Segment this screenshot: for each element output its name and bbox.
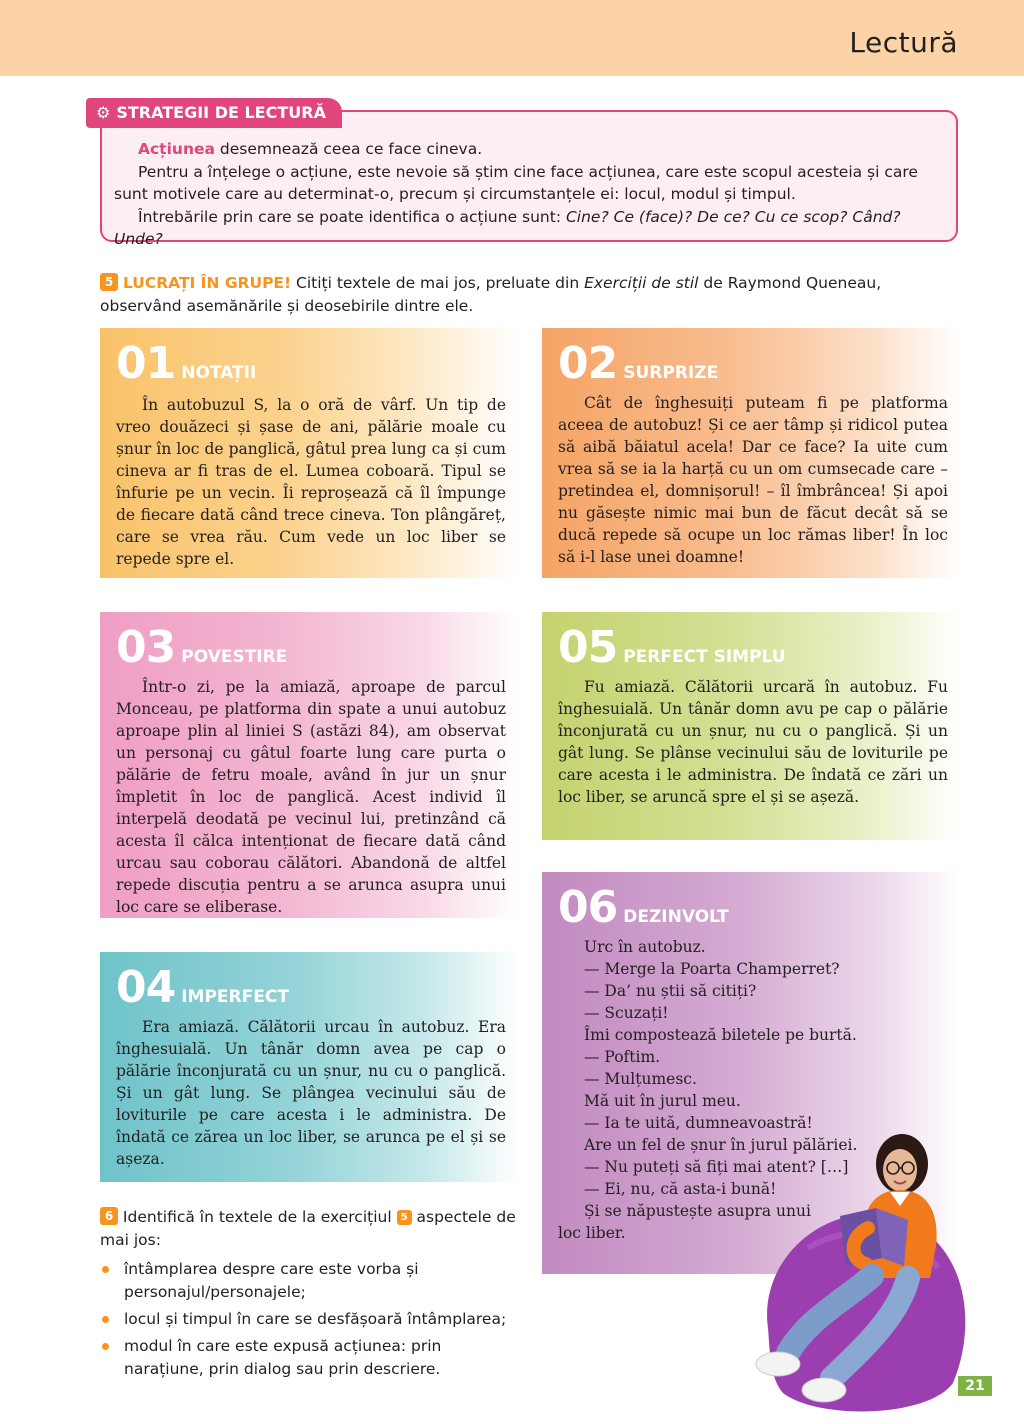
text-card-notatii bbox=[100, 328, 518, 578]
card-text bbox=[116, 676, 506, 918]
dialog-line: Are un fel de șnur în jurul pălăriei. bbox=[584, 1136, 858, 1154]
text-card-povestire bbox=[100, 612, 518, 918]
exercise-number-badge: 5 bbox=[100, 273, 118, 291]
card-label: SURPRIZE bbox=[623, 363, 719, 383]
card-number: 03 bbox=[116, 622, 176, 673]
dialog-line: Și se năpustește asupra unui bbox=[584, 1202, 811, 1220]
dialog-line: — Nu puteți să fiți mai atent? […] bbox=[584, 1158, 849, 1176]
gears-icon: ⚙ bbox=[96, 103, 111, 122]
dialog-line: — Da’ nu știi să citiți? bbox=[584, 982, 757, 1000]
strategy-line-1 bbox=[114, 138, 950, 161]
card-paragraph: Într-o zi, pe la amiază, aproape de parcul Monceau, pe platforma din spate a unui autobuz aproape plin al liniei S (astăzi 84), am observat un personaj cu gâtul foarte lung care purta o pălărie de fetru moale, având în jur un șnur împletit în loc de panglică. Acest individ îl interpelă deodată pe vecinul lui, pretinzând că acesta îl călca intenționat de fiecare dată când urcau sau coborau călători. Abandonă de altfel repede discuția pentru a se arunca asupra unui loc care se eliberase. bbox=[116, 678, 506, 916]
exercise-6-text-a: Identifică în textele de la exercițiul bbox=[118, 1208, 397, 1226]
card-paragraph: În autobuzul S, la o oră de vârf. Un tip de vreo douăzeci și șase de ani, pălărie moale cu șnur în loc de panglică, gâtul prea lung ca și cum cineva ar fi tras de el. Lumea coboară. Tipul se înfurie pe un vecin. Îi reproșează că îl împunge de fiecare dată când trece cineva. Ton plângăreț, care se vrea rău. Cum vede un loc liber se repede spre el. bbox=[116, 396, 506, 568]
card-heading bbox=[558, 622, 786, 673]
strategy-line-1-rest: desemnează ceea ce face cineva. bbox=[214, 140, 483, 158]
exercise-6 bbox=[100, 1206, 520, 1385]
card-text bbox=[116, 1016, 506, 1170]
card-number: 01 bbox=[116, 338, 176, 389]
aspects-list bbox=[100, 1258, 520, 1381]
strategy-line-2: Pentru a înțelege o acțiune, este nevoie să știm cine face acțiunea, care este scopul acesteia și care sunt motivele care au determinat-o, precum și circumstanțele ei: locul, modul și timpul. bbox=[114, 162, 918, 203]
list-item: locul și timpul în care se desfășoară întâmplarea; bbox=[100, 1308, 520, 1331]
exercise-5-text-a: Citiți textele de mai jos, preluate din bbox=[291, 274, 585, 292]
dialog-line: — Scuzați! bbox=[584, 1004, 669, 1022]
dialog-line: — Merge la Poarta Champerret? bbox=[584, 960, 840, 978]
card-number: 02 bbox=[558, 338, 618, 389]
card-text bbox=[116, 394, 506, 570]
strategy-tab bbox=[86, 98, 342, 128]
card-heading bbox=[558, 338, 718, 389]
dialog-line: — Mulțumesc. bbox=[584, 1070, 697, 1088]
exercise-6-prompt bbox=[100, 1206, 520, 1252]
card-label: IMPERFECT bbox=[181, 987, 289, 1007]
list-item: întâmplarea despre care este vorba și personajul/personajele; bbox=[100, 1258, 520, 1304]
exercise-6-text-b: aspectele de mai jos: bbox=[100, 1208, 516, 1249]
card-text bbox=[558, 392, 948, 568]
text-card-perfect-simplu bbox=[542, 612, 960, 840]
strategy-line-3 bbox=[114, 206, 950, 251]
girl-reading-illustration bbox=[748, 1128, 980, 1418]
text-card-surprize bbox=[542, 328, 960, 578]
card-label: DEZINVOLT bbox=[623, 907, 729, 927]
card-label: PERFECT SIMPLU bbox=[623, 647, 786, 667]
exercise-5 bbox=[100, 272, 960, 318]
dialog-line: Îmi compostează biletele pe burtă. bbox=[584, 1026, 857, 1044]
page-number: 21 bbox=[958, 1376, 992, 1396]
card-number: 04 bbox=[116, 962, 176, 1013]
dialog-line: loc liber. bbox=[558, 1224, 626, 1242]
exercise-number-badge: 6 bbox=[100, 1207, 118, 1225]
dialog-line: — Ia te uită, dumneavoastră! bbox=[584, 1114, 813, 1132]
card-heading bbox=[116, 622, 287, 673]
strategy-text bbox=[114, 138, 950, 251]
card-label: POVESTIRE bbox=[181, 647, 288, 667]
dialog-line: Mă uit în jurul meu. bbox=[584, 1092, 741, 1110]
card-heading bbox=[558, 882, 729, 933]
strategy-questions: Cine? Ce (face)? De ce? Cu ce scop? Când? Unde? bbox=[114, 207, 901, 248]
card-heading bbox=[116, 338, 256, 389]
card-label: NOTAȚII bbox=[181, 363, 257, 383]
card-paragraph: Era amiază. Călătorii urcau în autobuz. Era înghesuială. Un tânăr domn avea pe cap o pălărie înconjurată cu un șnur, nu cu o panglică. Și un gât lung. Se plângea vecinului său de loviturile pe care acesta i le administra. De îndată ce zărea un loc liber, se arunca pe el și se așeza. bbox=[116, 1018, 506, 1168]
exercise-reference-badge: 5 bbox=[397, 1210, 412, 1225]
list-item: modul în care este expusă acțiunea: prin narațiune, prin dialog sau prin descriere. bbox=[100, 1335, 520, 1381]
dialog-line: Urc în autobuz. bbox=[584, 938, 706, 956]
text-card-imperfect bbox=[100, 952, 518, 1182]
shoe-shape bbox=[756, 1352, 800, 1376]
card-number: 06 bbox=[558, 882, 618, 933]
strategy-tab-label: STRATEGII DE LECTURĂ bbox=[116, 103, 326, 122]
strategy-keyword: Acțiunea bbox=[138, 140, 215, 158]
card-number: 05 bbox=[558, 622, 618, 673]
book-title: Exerciții de stil bbox=[584, 274, 699, 292]
exercise-5-text-b: de Raymond Queneau, observând asemănările și deosebirile dintre ele. bbox=[100, 274, 882, 315]
group-work-label: LUCRAȚI ÎN GRUPE! bbox=[122, 274, 292, 292]
card-paragraph: Fu amiază. Călătorii urcară în autobuz. Fu înghesuială. Un tânăr domn avu pe cap o pălărie înconjurată cu un șnur, nu cu o panglică. Și un gât lung. Se plânse vecinului său de loviturile pe care acesta i le administra. De îndată ce zări un loc liber, se aruncă spre el și se așeză. bbox=[558, 678, 948, 806]
card-text bbox=[558, 676, 948, 808]
strategy-line-3-plain: Întrebările prin care se poate identifica o acțiune sunt: bbox=[138, 207, 566, 226]
card-heading bbox=[116, 962, 289, 1013]
card-paragraph: Cât de înghesuiți puteam fi pe platforma aceea de autobuz! Și ce aer tâmp și ridicol putea să aibă băiatul acela! Dar ce face? Ia uite cum vrea să se ia la harță cu un om cumsecade care – pretindea el, domnișorul! – îl îmbrâncea! Și apoi nu găsește nimic mai bun de făcut decât să se ducă repede să ocupe un loc rămas liber! În loc să i-l lase unei doamne! bbox=[558, 394, 948, 566]
dialog-line: — Poftim. bbox=[584, 1048, 661, 1066]
page-title: Lectură bbox=[849, 26, 958, 59]
dialog-line: — Ei, nu, că asta-i bună! bbox=[584, 1180, 777, 1198]
